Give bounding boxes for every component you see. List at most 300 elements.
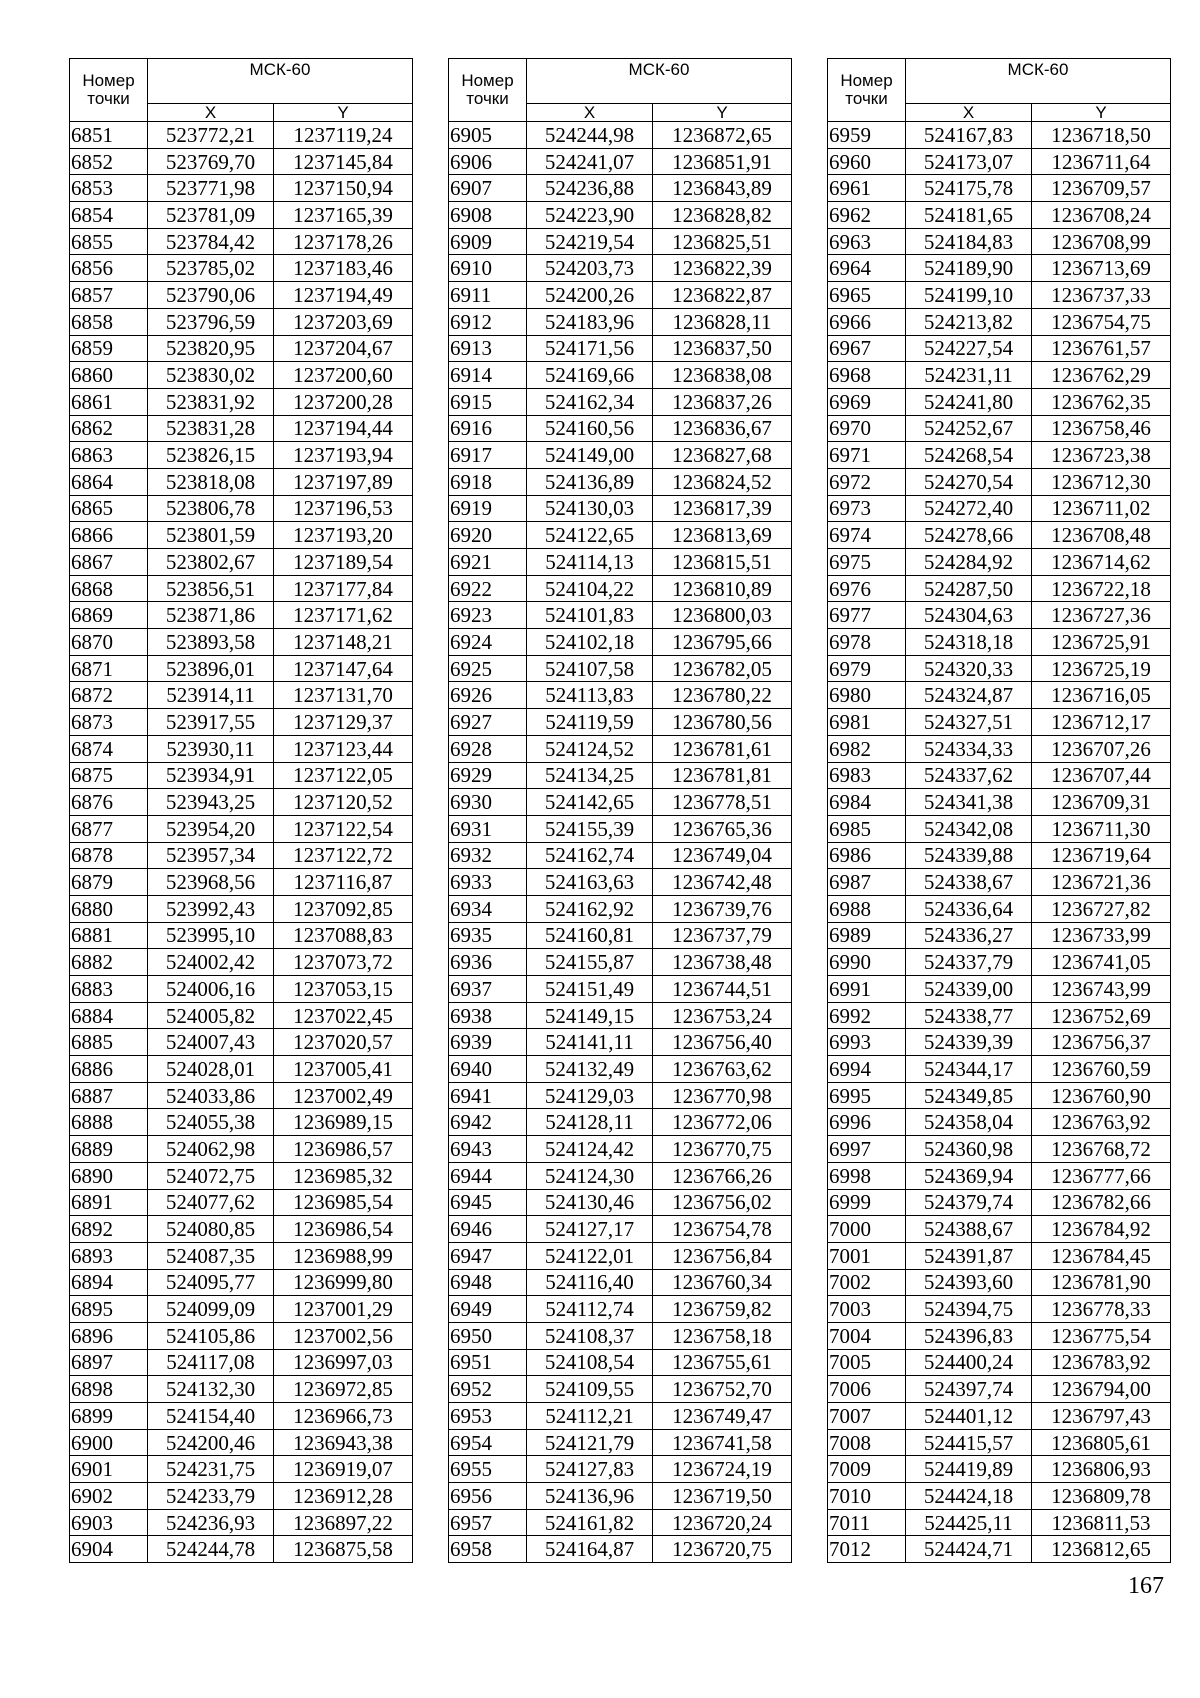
y-coordinate: 1237122,54 <box>274 815 413 842</box>
point-number: 6995 <box>828 1082 906 1109</box>
x-coordinate: 523930,11 <box>148 735 274 762</box>
point-number: 6914 <box>449 362 527 389</box>
x-coordinate: 524424,71 <box>906 1536 1032 1563</box>
y-coordinate: 1237092,85 <box>274 895 413 922</box>
x-coordinate: 524391,87 <box>906 1242 1032 1269</box>
x-coordinate: 524394,75 <box>906 1296 1032 1323</box>
x-coordinate: 524223,90 <box>527 202 653 229</box>
x-coordinate: 524099,09 <box>148 1296 274 1323</box>
y-coordinate: 1236810,89 <box>653 575 792 602</box>
point-number: 6983 <box>828 762 906 789</box>
x-coordinate: 524095,77 <box>148 1269 274 1296</box>
x-coordinate: 523831,92 <box>148 388 274 415</box>
point-number: 6930 <box>449 789 527 816</box>
table-row <box>449 1349 792 1376</box>
x-coordinate: 524379,74 <box>906 1189 1032 1216</box>
y-coordinate: 1236912,28 <box>274 1483 413 1510</box>
y-coordinate: 1236725,91 <box>1032 629 1171 656</box>
table-row <box>449 735 792 762</box>
y-coordinate: 1236838,08 <box>653 362 792 389</box>
x-coordinate: 524233,79 <box>148 1483 274 1510</box>
point-number: 6854 <box>70 202 148 229</box>
table-row <box>828 495 1171 522</box>
y-coordinate: 1236811,53 <box>1032 1509 1171 1536</box>
y-coordinate: 1237197,89 <box>274 468 413 495</box>
x-coordinate: 523826,15 <box>148 442 274 469</box>
y-coordinate: 1236741,05 <box>1032 949 1171 976</box>
point-number: 6913 <box>449 335 527 362</box>
table-row <box>70 122 413 149</box>
y-coordinate: 1236749,47 <box>653 1403 792 1430</box>
x-coordinate: 523871,86 <box>148 602 274 629</box>
table-row <box>449 1322 792 1349</box>
table-row <box>70 148 413 175</box>
x-coordinate: 524227,54 <box>906 335 1032 362</box>
table-row <box>449 629 792 656</box>
table-row <box>828 655 1171 682</box>
x-coordinate: 523801,59 <box>148 522 274 549</box>
x-coordinate: 524114,13 <box>527 549 653 576</box>
point-number: 6884 <box>70 1002 148 1029</box>
x-coordinate: 524162,74 <box>527 842 653 869</box>
y-coordinate: 1236762,29 <box>1032 362 1171 389</box>
x-coordinate: 523796,59 <box>148 308 274 335</box>
table-row <box>70 602 413 629</box>
point-number: 6895 <box>70 1296 148 1323</box>
y-coordinate: 1236756,02 <box>653 1189 792 1216</box>
y-coordinate: 1236712,30 <box>1032 468 1171 495</box>
point-number: 6883 <box>70 976 148 1003</box>
point-number: 6894 <box>70 1269 148 1296</box>
y-coordinate: 1237203,69 <box>274 308 413 335</box>
table-row <box>828 735 1171 762</box>
table-row <box>70 575 413 602</box>
point-number: 6907 <box>449 175 527 202</box>
table-row <box>70 735 413 762</box>
x-coordinate: 524121,79 <box>527 1429 653 1456</box>
point-number: 6899 <box>70 1403 148 1430</box>
point-number: 6997 <box>828 1136 906 1163</box>
table-row <box>449 1429 792 1456</box>
x-column-header: X <box>148 104 274 122</box>
y-coordinate: 1236770,98 <box>653 1082 792 1109</box>
y-coordinate: 1237177,84 <box>274 575 413 602</box>
point-number: 6928 <box>449 735 527 762</box>
y-coordinate: 1237178,26 <box>274 228 413 255</box>
table-row <box>449 495 792 522</box>
y-coordinate: 1237116,87 <box>274 869 413 896</box>
x-coordinate: 524155,87 <box>527 949 653 976</box>
point-number: 6882 <box>70 949 148 976</box>
x-coordinate: 523781,09 <box>148 202 274 229</box>
x-coordinate: 524369,94 <box>906 1162 1032 1189</box>
y-coordinate: 1236760,59 <box>1032 1056 1171 1083</box>
y-coordinate: 1236837,50 <box>653 335 792 362</box>
point-number: 6979 <box>828 655 906 682</box>
x-coordinate: 523790,06 <box>148 282 274 309</box>
point-number: 6976 <box>828 575 906 602</box>
y-coordinate: 1236824,52 <box>653 468 792 495</box>
x-coordinate: 524124,30 <box>527 1162 653 1189</box>
point-number: 6918 <box>449 468 527 495</box>
point-number: 6880 <box>70 895 148 922</box>
y-coordinate: 1236772,06 <box>653 1109 792 1136</box>
table-row <box>828 228 1171 255</box>
point-number: 6921 <box>449 549 527 576</box>
coordinate-system-header: МСК-60 <box>148 59 413 104</box>
point-number: 6959 <box>828 122 906 149</box>
point-number: 6960 <box>828 148 906 175</box>
table-row <box>449 1002 792 1029</box>
table-row <box>449 789 792 816</box>
table-row <box>828 682 1171 709</box>
y-coordinate: 1236709,31 <box>1032 789 1171 816</box>
y-coordinate: 1237150,94 <box>274 175 413 202</box>
y-coordinate: 1237129,37 <box>274 709 413 736</box>
y-coordinate: 1236784,92 <box>1032 1216 1171 1243</box>
x-coordinate: 524136,89 <box>527 468 653 495</box>
table-row <box>70 1483 413 1510</box>
table-row <box>70 1029 413 1056</box>
coordinate-table-2 <box>448 58 792 1563</box>
x-coordinate: 524175,78 <box>906 175 1032 202</box>
point-number: 6942 <box>449 1109 527 1136</box>
x-coordinate: 524151,49 <box>527 976 653 1003</box>
point-number: 6904 <box>70 1536 148 1563</box>
x-coordinate: 524231,75 <box>148 1456 274 1483</box>
point-number: 6969 <box>828 388 906 415</box>
x-coordinate: 524113,83 <box>527 682 653 709</box>
x-coordinate: 524397,74 <box>906 1376 1032 1403</box>
coordinate-system-header: МСК-60 <box>906 59 1171 104</box>
table-row <box>449 1242 792 1269</box>
y-coordinate: 1237147,64 <box>274 655 413 682</box>
x-coordinate: 524183,96 <box>527 308 653 335</box>
table-row <box>70 629 413 656</box>
point-number: 6901 <box>70 1456 148 1483</box>
table-row <box>70 949 413 976</box>
point-number: 6994 <box>828 1056 906 1083</box>
table-row <box>828 1269 1171 1296</box>
table-row <box>449 1456 792 1483</box>
table-row <box>449 1376 792 1403</box>
table-row <box>70 1162 413 1189</box>
point-number: 7012 <box>828 1536 906 1563</box>
table-row <box>449 895 792 922</box>
y-coordinate: 1236782,05 <box>653 655 792 682</box>
table-row <box>828 1082 1171 1109</box>
y-coordinate: 1236761,57 <box>1032 335 1171 362</box>
table-row <box>449 976 792 1003</box>
point-number: 6961 <box>828 175 906 202</box>
point-number: 6891 <box>70 1189 148 1216</box>
x-coordinate: 524108,54 <box>527 1349 653 1376</box>
x-coordinate: 524338,77 <box>906 1002 1032 1029</box>
x-coordinate: 524213,82 <box>906 308 1032 335</box>
point-number: 6945 <box>449 1189 527 1216</box>
y-coordinate: 1236822,87 <box>653 282 792 309</box>
table-row <box>449 282 792 309</box>
y-coordinate: 1236843,89 <box>653 175 792 202</box>
table-row <box>828 1296 1171 1323</box>
point-number: 6951 <box>449 1349 527 1376</box>
x-coordinate: 524162,92 <box>527 895 653 922</box>
point-number: 6962 <box>828 202 906 229</box>
y-coordinate: 1236733,99 <box>1032 922 1171 949</box>
y-coordinate: 1236872,65 <box>653 122 792 149</box>
y-coordinate: 1236777,66 <box>1032 1162 1171 1189</box>
table-row <box>828 1376 1171 1403</box>
table-row <box>828 1509 1171 1536</box>
point-number: 6890 <box>70 1162 148 1189</box>
table-row <box>70 549 413 576</box>
table-row <box>449 388 792 415</box>
x-coordinate: 524342,08 <box>906 815 1032 842</box>
x-coordinate: 523968,56 <box>148 869 274 896</box>
point-number: 6939 <box>449 1029 527 1056</box>
point-number: 6864 <box>70 468 148 495</box>
y-coordinate: 1236766,26 <box>653 1162 792 1189</box>
table-row <box>828 602 1171 629</box>
x-coordinate: 524112,21 <box>527 1403 653 1430</box>
x-coordinate: 524162,34 <box>527 388 653 415</box>
table-row <box>828 148 1171 175</box>
y-coordinate: 1236822,39 <box>653 255 792 282</box>
y-coordinate: 1236724,19 <box>653 1456 792 1483</box>
point-number: 6946 <box>449 1216 527 1243</box>
x-coordinate: 523830,02 <box>148 362 274 389</box>
table-row <box>70 495 413 522</box>
point-number-header: Номер точки <box>70 59 148 122</box>
x-coordinate: 524173,07 <box>906 148 1032 175</box>
x-coordinate: 524219,54 <box>527 228 653 255</box>
x-coordinate: 524055,38 <box>148 1109 274 1136</box>
y-coordinate: 1236723,38 <box>1032 442 1171 469</box>
table-row <box>449 148 792 175</box>
x-coordinate: 524287,50 <box>906 575 1032 602</box>
y-coordinate: 1237131,70 <box>274 682 413 709</box>
point-number: 6866 <box>70 522 148 549</box>
table-row <box>70 1536 413 1563</box>
y-coordinate: 1237119,24 <box>274 122 413 149</box>
y-coordinate: 1236714,62 <box>1032 549 1171 576</box>
y-coordinate: 1236763,92 <box>1032 1109 1171 1136</box>
table-row <box>449 1029 792 1056</box>
table-row <box>70 175 413 202</box>
y-coordinate: 1237165,39 <box>274 202 413 229</box>
x-column-header: X <box>906 104 1032 122</box>
y-coordinate: 1237196,53 <box>274 495 413 522</box>
table-row <box>828 522 1171 549</box>
point-number: 6851 <box>70 122 148 149</box>
point-number: 6950 <box>449 1322 527 1349</box>
y-coordinate: 1236743,99 <box>1032 976 1171 1003</box>
table-row <box>828 202 1171 229</box>
y-coordinate: 1237020,57 <box>274 1029 413 1056</box>
y-coordinate: 1237120,52 <box>274 789 413 816</box>
y-coordinate: 1237022,45 <box>274 1002 413 1029</box>
y-coordinate: 1236755,61 <box>653 1349 792 1376</box>
y-coordinate: 1236738,48 <box>653 949 792 976</box>
y-coordinate: 1237053,15 <box>274 976 413 1003</box>
point-number: 6917 <box>449 442 527 469</box>
y-coordinate: 1237005,41 <box>274 1056 413 1083</box>
y-coordinate: 1236781,90 <box>1032 1269 1171 1296</box>
point-number: 6908 <box>449 202 527 229</box>
table-row <box>828 709 1171 736</box>
table-row <box>449 1509 792 1536</box>
table-row <box>449 549 792 576</box>
x-coordinate: 524149,00 <box>527 442 653 469</box>
point-number: 6893 <box>70 1242 148 1269</box>
y-coordinate: 1236711,64 <box>1032 148 1171 175</box>
table-row <box>828 1216 1171 1243</box>
point-number: 6919 <box>449 495 527 522</box>
point-number: 6859 <box>70 335 148 362</box>
x-coordinate: 524109,55 <box>527 1376 653 1403</box>
x-coordinate: 524203,73 <box>527 255 653 282</box>
point-number: 7009 <box>828 1456 906 1483</box>
y-coordinate: 1237193,94 <box>274 442 413 469</box>
point-number: 6973 <box>828 495 906 522</box>
x-coordinate: 524130,03 <box>527 495 653 522</box>
y-coordinate: 1236719,64 <box>1032 842 1171 869</box>
y-coordinate: 1237171,62 <box>274 602 413 629</box>
x-coordinate: 524320,33 <box>906 655 1032 682</box>
table-row <box>449 602 792 629</box>
x-coordinate: 524393,60 <box>906 1269 1032 1296</box>
page-number: 167 <box>1128 1573 1164 1599</box>
point-number: 6937 <box>449 976 527 1003</box>
point-number: 6989 <box>828 922 906 949</box>
point-number: 6971 <box>828 442 906 469</box>
x-coordinate: 523934,91 <box>148 762 274 789</box>
y-coordinate: 1236711,02 <box>1032 495 1171 522</box>
x-coordinate: 524339,39 <box>906 1029 1032 1056</box>
point-number: 6999 <box>828 1189 906 1216</box>
point-number: 6905 <box>449 122 527 149</box>
point-number: 6987 <box>828 869 906 896</box>
table-row <box>449 122 792 149</box>
y-coordinate: 1236985,32 <box>274 1162 413 1189</box>
point-number: 6916 <box>449 415 527 442</box>
x-coordinate: 524338,67 <box>906 869 1032 896</box>
table-row <box>828 575 1171 602</box>
y-coordinate: 1236986,57 <box>274 1136 413 1163</box>
table-row <box>449 842 792 869</box>
x-coordinate: 524270,54 <box>906 468 1032 495</box>
x-coordinate: 524278,66 <box>906 522 1032 549</box>
table-row <box>828 468 1171 495</box>
y-coordinate: 1237200,60 <box>274 362 413 389</box>
table-row <box>70 1509 413 1536</box>
point-number: 6936 <box>449 949 527 976</box>
y-coordinate: 1236781,81 <box>653 762 792 789</box>
table-row <box>828 1029 1171 1056</box>
table-row <box>449 1403 792 1430</box>
point-number: 6964 <box>828 255 906 282</box>
y-column-header: Y <box>274 104 413 122</box>
x-coordinate: 524388,67 <box>906 1216 1032 1243</box>
y-coordinate: 1236800,03 <box>653 602 792 629</box>
table-row <box>828 549 1171 576</box>
point-number: 6982 <box>828 735 906 762</box>
x-coordinate: 523818,08 <box>148 468 274 495</box>
point-number: 6993 <box>828 1029 906 1056</box>
point-number: 6949 <box>449 1296 527 1323</box>
y-coordinate: 1236836,67 <box>653 415 792 442</box>
point-number: 6948 <box>449 1269 527 1296</box>
x-coordinate: 524396,83 <box>906 1322 1032 1349</box>
table-row <box>70 1242 413 1269</box>
x-coordinate: 524116,40 <box>527 1269 653 1296</box>
x-coordinate: 524101,83 <box>527 602 653 629</box>
point-number: 6873 <box>70 709 148 736</box>
table-row <box>70 1136 413 1163</box>
y-coordinate: 1237002,49 <box>274 1082 413 1109</box>
point-number: 6954 <box>449 1429 527 1456</box>
table-row <box>70 842 413 869</box>
x-coordinate: 524400,24 <box>906 1349 1032 1376</box>
x-coordinate: 524318,18 <box>906 629 1032 656</box>
table-row <box>449 869 792 896</box>
x-coordinate: 524336,64 <box>906 895 1032 922</box>
point-number: 6965 <box>828 282 906 309</box>
point-number: 6856 <box>70 255 148 282</box>
y-coordinate: 1236837,26 <box>653 388 792 415</box>
table-row <box>449 1082 792 1109</box>
table-row <box>449 228 792 255</box>
y-coordinate: 1237001,29 <box>274 1296 413 1323</box>
y-coordinate: 1237145,84 <box>274 148 413 175</box>
x-coordinate: 524154,40 <box>148 1403 274 1430</box>
table-row <box>828 1109 1171 1136</box>
y-coordinate: 1236737,79 <box>653 922 792 949</box>
x-coordinate: 524199,10 <box>906 282 1032 309</box>
point-number: 6886 <box>70 1056 148 1083</box>
x-coordinate: 524104,22 <box>527 575 653 602</box>
point-number: 7007 <box>828 1403 906 1430</box>
point-number: 7010 <box>828 1483 906 1510</box>
x-coordinate: 524339,88 <box>906 842 1032 869</box>
point-number: 6929 <box>449 762 527 789</box>
point-number: 6956 <box>449 1483 527 1510</box>
x-coordinate: 524117,08 <box>148 1349 274 1376</box>
x-coordinate: 524127,83 <box>527 1456 653 1483</box>
y-column-header: Y <box>1032 104 1171 122</box>
x-coordinate: 523802,67 <box>148 549 274 576</box>
point-number: 6941 <box>449 1082 527 1109</box>
table-row <box>70 922 413 949</box>
point-number: 6903 <box>70 1509 148 1536</box>
point-number: 6923 <box>449 602 527 629</box>
y-coordinate: 1236812,65 <box>1032 1536 1171 1563</box>
x-coordinate: 523992,43 <box>148 895 274 922</box>
table-row <box>828 1136 1171 1163</box>
y-coordinate: 1236805,61 <box>1032 1429 1171 1456</box>
y-coordinate: 1236817,39 <box>653 495 792 522</box>
table-row <box>828 1403 1171 1430</box>
y-coordinate: 1236999,80 <box>274 1269 413 1296</box>
x-coordinate: 524136,96 <box>527 1483 653 1510</box>
table-row <box>70 1429 413 1456</box>
table-row <box>70 1056 413 1083</box>
y-coordinate: 1236727,36 <box>1032 602 1171 629</box>
table-row <box>449 442 792 469</box>
x-coordinate: 523831,28 <box>148 415 274 442</box>
x-coordinate: 523820,95 <box>148 335 274 362</box>
x-coordinate: 523769,70 <box>148 148 274 175</box>
